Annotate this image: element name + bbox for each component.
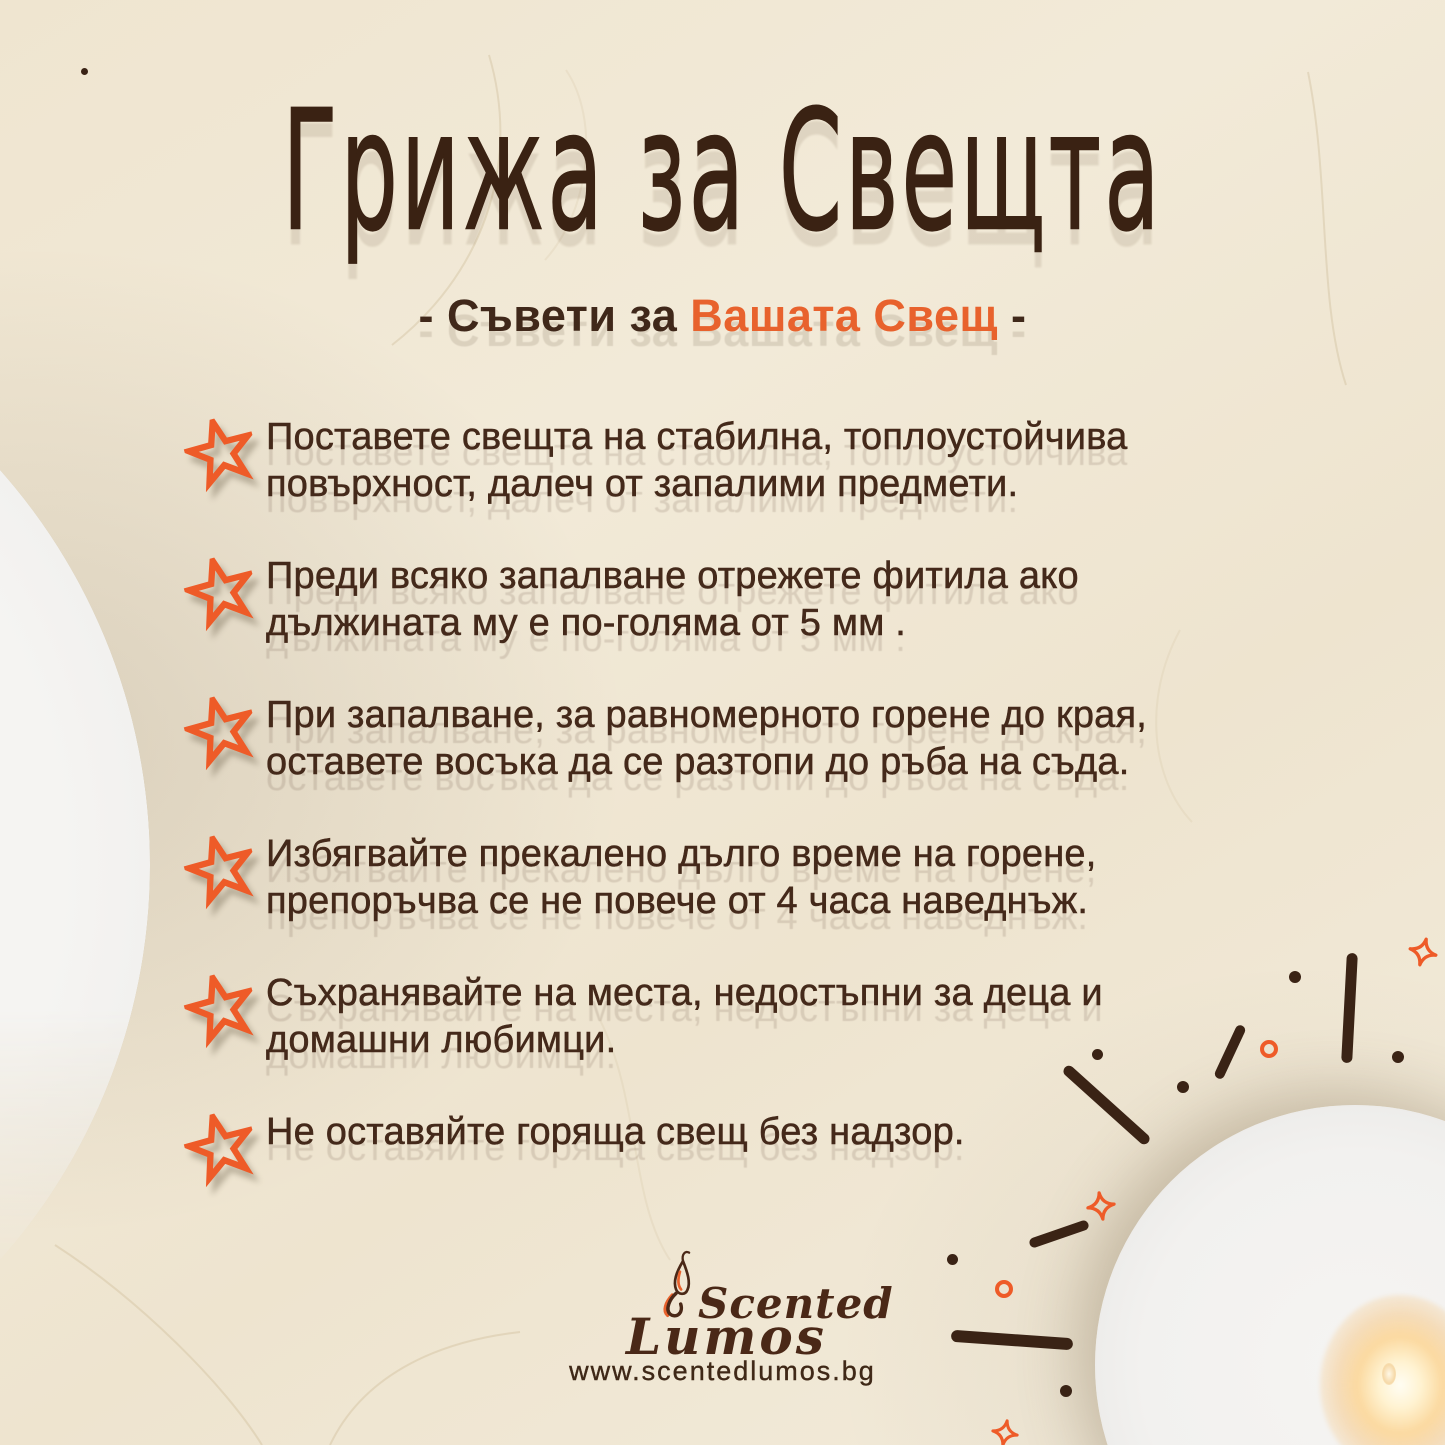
sparkle-icon (989, 1417, 1021, 1445)
list-item (186, 553, 1296, 647)
page-title: Грижа за Свещта (282, 74, 1163, 269)
sparkle-icon (1405, 934, 1441, 970)
subtitle-suffix: - (998, 290, 1027, 341)
star-icon (186, 418, 256, 488)
candle-photo-left (0, 270, 150, 1445)
tip-text: Поставете свещта на стабилна, топлоустойчива повърхност, далеч от запалими предмети. (266, 416, 1128, 505)
brand-name-line2: Lumos (626, 1307, 827, 1366)
page-subtitle (0, 290, 1445, 342)
tip-text: Не оставяйте горяща свещ без надзор. (266, 1111, 965, 1153)
star-icon (186, 1113, 256, 1183)
brand-name-line1: Scented (698, 1279, 894, 1328)
star-icon (186, 696, 256, 766)
list-item (186, 414, 1296, 508)
tips-list (186, 414, 1296, 1228)
tip-text: Съхранявайте на места, недостъпни за деца и домашни любимци. (266, 972, 1103, 1061)
brand-logo (592, 1243, 894, 1366)
ray-mark (951, 1330, 1074, 1350)
website-url[interactable]: www.scentedlumos.bg (569, 1356, 876, 1386)
star-icon (186, 835, 256, 905)
list-item (186, 970, 1296, 1064)
subtitle-highlight: Вашата Свещ (690, 290, 998, 341)
tip-text: При запалване, за равномерното горене до края, оставете восъка да се разтопи до ръба на съда. (266, 694, 1148, 783)
list-item (186, 692, 1296, 786)
tip-text: Избягвайте прекалено дълго време на горене, препоръчва се не повече от 4 часа наведнъж. (266, 833, 1097, 922)
dot-mark (81, 68, 88, 75)
list-item (186, 831, 1296, 925)
dot-mark (947, 1254, 958, 1265)
dot-mark (1392, 1051, 1404, 1063)
ray-mark (1341, 953, 1358, 1063)
tip-text: Преди всяко запалване отрежете фитила ако дължината му е по-голяма от 5 мм . (266, 555, 1079, 644)
star-icon (186, 557, 256, 627)
ring-mark (995, 1280, 1013, 1298)
list-item (186, 1109, 1296, 1183)
star-icon (186, 974, 256, 1044)
subtitle-prefix: - Съвети за (418, 290, 691, 341)
